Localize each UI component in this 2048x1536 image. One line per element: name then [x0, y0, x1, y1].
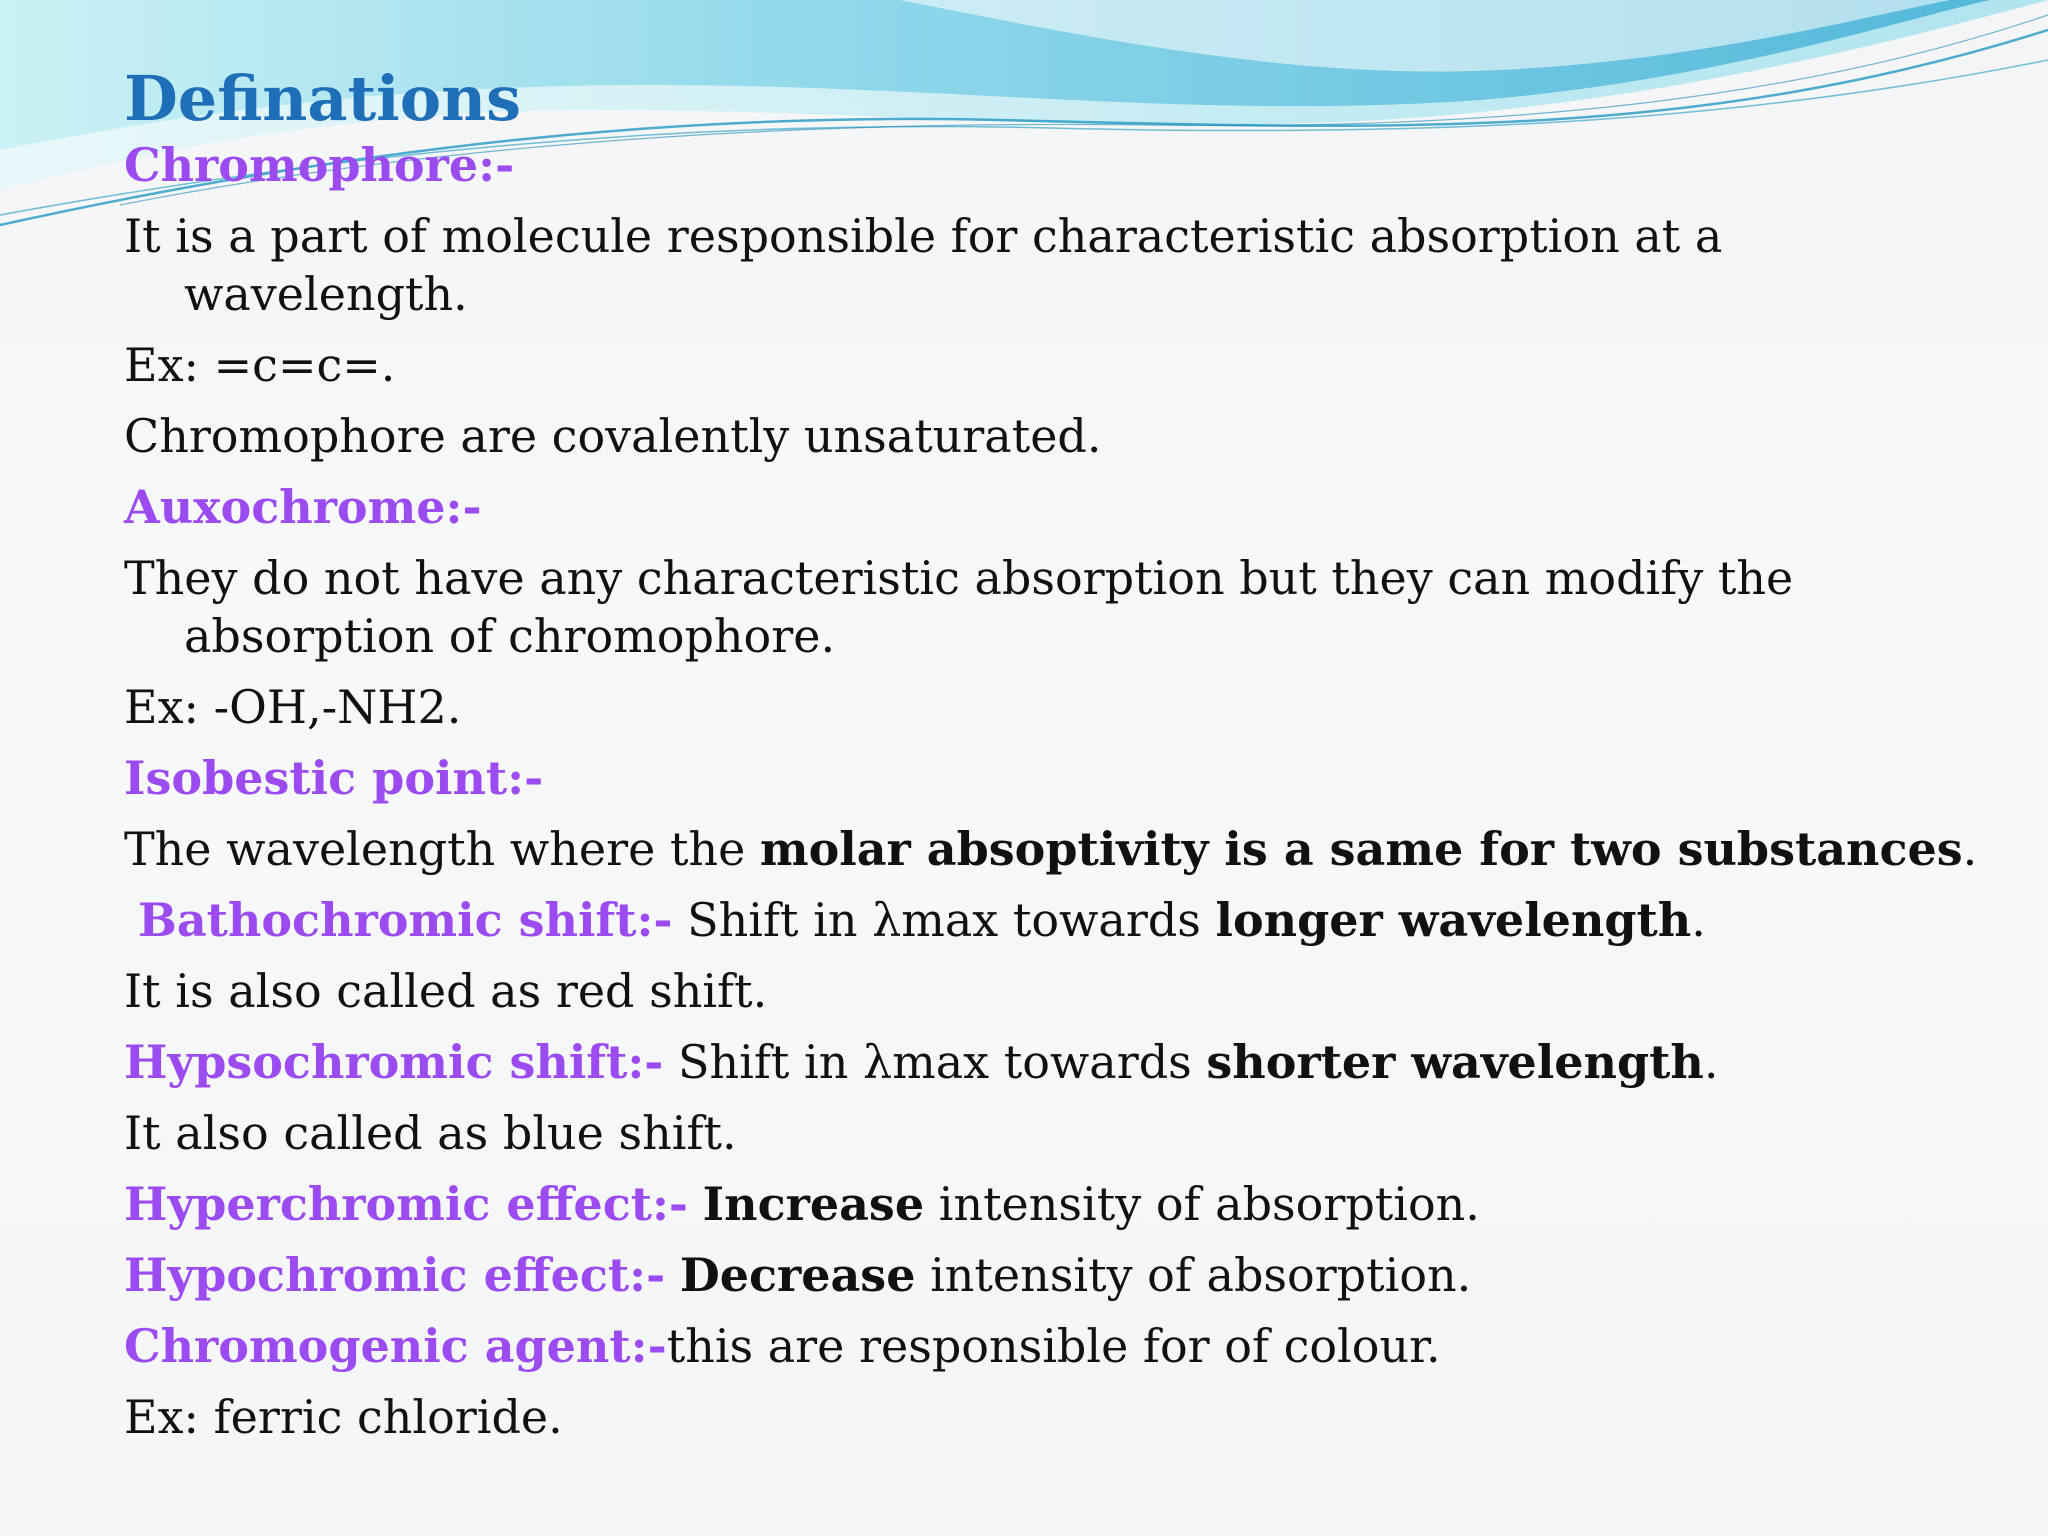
hyperchromic-text-bold: Increase [702, 1177, 925, 1232]
chromogenic-example: Ex: ferric chloride. [124, 1390, 563, 1445]
chromophore-example: Ex: =c=c=. [124, 338, 396, 393]
bathochromic-text-bold: longer wavelength [1215, 893, 1692, 948]
term-hypochromic-effect: Hypochromic effect:- [124, 1248, 666, 1303]
term-isobestic-point: Isobestic point:- [124, 751, 544, 806]
blue-shift-note: It also called as blue shift. [124, 1106, 737, 1161]
term-chromophore: Chromophore:- [124, 138, 515, 193]
slide-title: Definations [124, 62, 522, 135]
red-shift-note: It is also called as red shift. [124, 964, 768, 1019]
term-chromogenic-agent: Chromogenic agent:- [124, 1319, 667, 1374]
isobestic-text-post: . [1962, 822, 1978, 877]
auxochrome-example: Ex: -OH,-NH2. [124, 680, 462, 735]
hypsochromic-text-post: . [1703, 1035, 1719, 1090]
isobestic-text-pre: The wavelength where the [124, 822, 760, 877]
hypsochromic-definition [124, 1033, 2004, 1091]
term-bathochromic-shift: Bathochromic shift:- [138, 893, 673, 948]
chromophore-note: Chromophore are covalently unsaturated. [124, 409, 1102, 464]
bathochromic-definition [124, 891, 2004, 949]
hyperchromic-text-post: intensity of absorption. [924, 1177, 1480, 1232]
bathochromic-text-post: . [1691, 893, 1706, 948]
chromogenic-text-post: this are responsible for of colour. [666, 1319, 1441, 1374]
hyperchromic-text-pre [688, 1177, 703, 1231]
hypsochromic-text-pre: Shift in λmax towards [663, 1035, 1207, 1090]
isobestic-text-bold: molar absoptivity is a same for two substances [759, 822, 1963, 877]
chromogenic-definition [124, 1317, 2004, 1375]
term-hypsochromic-shift: Hypsochromic shift:- [124, 1035, 664, 1090]
isobestic-definition [124, 820, 2004, 878]
hypochromic-text-post: intensity of absorption. [915, 1248, 1472, 1303]
slide-content [124, 62, 2004, 1446]
hypsochromic-text-bold: shorter wavelength [1206, 1035, 1704, 1090]
hypochromic-text-pre [665, 1248, 680, 1302]
auxochrome-definition: They do not have any characteristic absorption but they can modify the absorption of chromophore. [124, 551, 1794, 664]
chromophore-definition: It is a part of molecule responsible for characteristic absorption at a wavelength. [124, 209, 1723, 322]
term-auxochrome: Auxochrome:- [124, 480, 482, 535]
hypochromic-definition [124, 1246, 2004, 1304]
term-hyperchromic-effect: Hyperchromic effect:- [124, 1177, 689, 1232]
hyperchromic-definition [124, 1175, 2004, 1233]
hypochromic-text-bold: Decrease [679, 1248, 916, 1303]
bathochromic-text-pre: Shift in λmax towards [672, 893, 1216, 948]
